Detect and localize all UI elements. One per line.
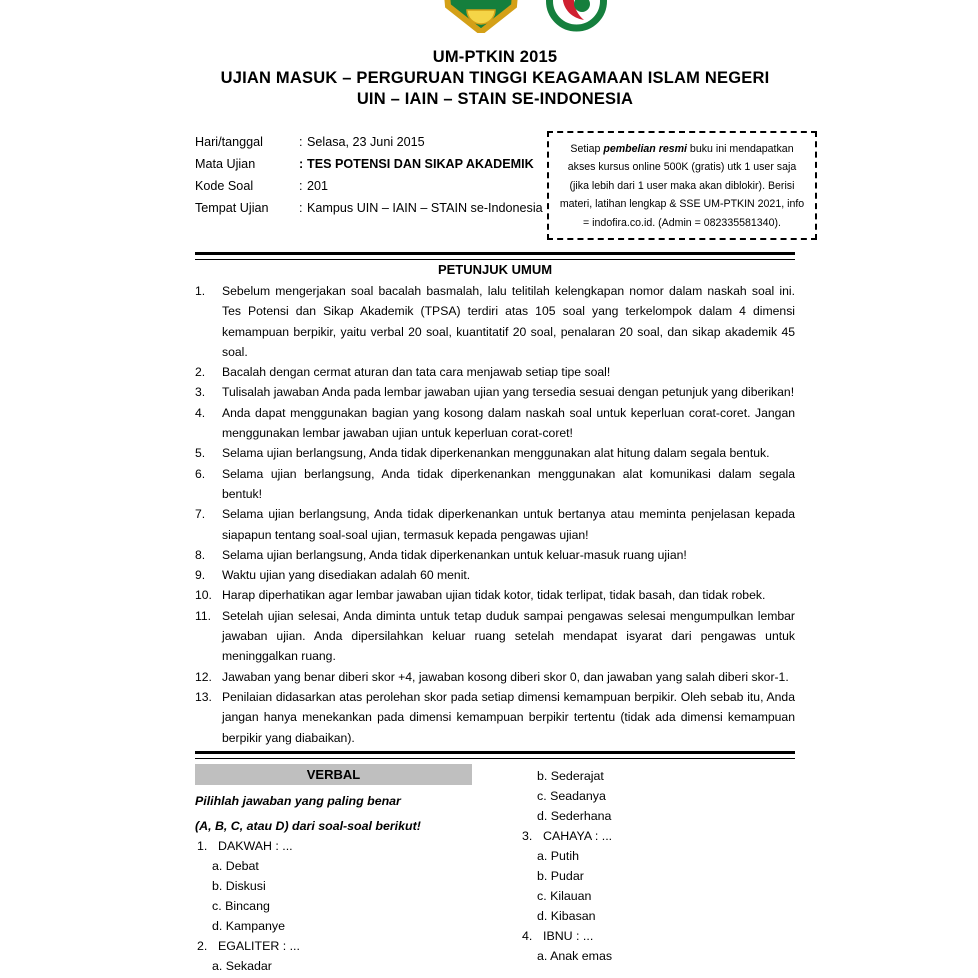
question-columns [195, 764, 795, 976]
answer-option: b. Diskusi [212, 878, 266, 893]
info-row-code [195, 175, 547, 197]
instruction-text: Sebelum mengerjakan soal bacalah basmalah, lalu telitilah kelengkapan nomor dalam naskah soal ini. Tes Potensi dan Sikap Akademik (TPSA) terdiri atas 105 soal yang terkelompok dalam 4 dimensi kemampuan berpikir, yaitu verbal 20 soal, kuantitatif 20 soal, penalaran 20 soal, dan sikap akademik 45 soal. [222, 284, 795, 359]
instruction-item [195, 464, 795, 505]
info-label: Mata Ujian [195, 157, 256, 171]
instruction-number: 13. [195, 689, 212, 704]
instruction-item [195, 382, 795, 402]
header-logos [195, 0, 795, 33]
title-line-2: UJIAN MASUK – PERGURUAN TINGGI KEAGAMAAN ISLAM NEGERI [220, 69, 770, 87]
info-separator: : [299, 135, 303, 149]
instruction-text: Selama ujian berlangsung, Anda tidak diperkenankan untuk keluar-masuk ruang ujian! [222, 547, 687, 562]
instruction-item [195, 565, 795, 585]
info-label: Tempat Ujian [195, 201, 269, 215]
question-stem: EGALITER : ... [218, 938, 300, 953]
instruction-item [195, 545, 795, 565]
instruction-text: Selama ujian berlangsung, Anda tidak diperkenankan untuk bertanya atau meminta penjelasan kepada siapapun tentang soal-soal ujian, termasuk kepada pengawas ujian! [222, 507, 795, 542]
question-number: 3. [522, 828, 533, 843]
instructions-list [195, 281, 795, 748]
horizontal-divider-top [195, 252, 795, 260]
question-row [195, 936, 472, 956]
title-line-1: UM-PTKIN 2015 [432, 48, 558, 66]
instruction-text: Harap diperhatikan agar lembar jawaban ujian tidak kotor, tidak terlipat, tidak basah, dan tidak robek. [222, 588, 766, 603]
info-value: Selasa, 23 Juni 2015 [307, 135, 425, 149]
promo-text-part3: buku ini mendapatkan akses kursus online 500K (gratis) utk 1 user saja (jika lebih dari 1 user maka akan diblokir). Berisi materi, latihan lengkap & SSE UM-PTKIN 2021, info = indofira.co.id. (Admin = 082335581340). [559, 143, 805, 229]
info-separator: : [299, 157, 304, 171]
instruction-number: 3. [195, 385, 206, 400]
instruction-text: Selama ujian berlangsung, Anda tidak diperkenankan menggunakan alat komunikasi dalam segala bentuk! [222, 466, 795, 501]
instruction-number: 9. [195, 568, 206, 583]
answer-option: a. Putih [537, 848, 580, 863]
question-stem: DAKWAH : ... [218, 838, 293, 853]
info-value: 201 [307, 179, 329, 193]
question-column-right [520, 764, 795, 976]
kemenag-logo-icon [440, 0, 522, 33]
answer-option: b. Sederajat [537, 768, 604, 783]
exam-info-section [195, 131, 805, 231]
instruction-number: 1. [195, 284, 206, 298]
section-header-verbal: VERBAL [195, 764, 472, 785]
promo-notice-box [547, 131, 817, 240]
instruction-number: 7. [195, 507, 206, 522]
instruction-text: Jawaban yang benar diberi skor +4, jawaban kosong diberi skor 0, dan jawaban yang salah diberi skor-1. [222, 669, 789, 684]
page-content [195, 0, 805, 976]
document-title-block [195, 47, 795, 110]
answer-option: c. Seadanya [537, 788, 606, 803]
section-intro-line-1: Pilihlah jawaban yang paling benar [195, 793, 401, 808]
question-row [195, 836, 472, 856]
question-column-left [195, 764, 472, 976]
horizontal-divider-bottom [195, 751, 795, 759]
info-value: TES POTENSI DAN SIKAP AKADEMIK [307, 157, 534, 171]
instruction-text: Waktu ujian yang disediakan adalah 60 menit. [222, 568, 471, 583]
instruction-text: Bacalah dengan cermat aturan dan tata cara menjawab setiap tipe soal! [222, 365, 611, 380]
answer-option: a. Debat [212, 858, 259, 873]
info-row-date [195, 131, 547, 153]
section-intro-line-2: (A, B, C, atau D) dari soal-soal berikut! [195, 818, 421, 833]
title-line-3: UIN – IAIN – STAIN SE-INDONESIA [356, 90, 634, 108]
question-number: 1. [197, 838, 208, 853]
instruction-text: Penilaian didasarkan atas perolehan skor pada setiap dimensi kemampuan berpikir. Oleh sebab itu, Anda jangan hanya menekankan pada dimensi kemampuan berpikir tertentu (tidak ada dimensi kemampuan berpikir yang diabaikan). [222, 689, 795, 745]
instruction-item [195, 606, 795, 667]
question-number: 4. [522, 928, 533, 943]
answer-option: a. Sekadar [212, 958, 272, 973]
question-number: 2. [197, 938, 208, 953]
instruction-item [195, 687, 795, 748]
instructions-heading: PETUNJUK UMUM [437, 262, 553, 277]
instruction-number: 2. [195, 365, 206, 380]
instruction-item [195, 443, 795, 463]
instruction-item [195, 667, 795, 687]
info-separator: : [299, 179, 303, 193]
instruction-text: Tulisalah jawaban Anda pada lembar jawaban ujian yang tersedia sesuai dengan petunjuk yang diberikan! [222, 385, 795, 400]
info-row-subject [195, 153, 547, 175]
promo-text-part2: pembelian resmi [603, 143, 687, 155]
instruction-text: Setelah ujian selesai, Anda diminta untuk tetap duduk sampai pengawas selesai mengumpulkan lembar jawaban ujian. Anda dipersilahkan keluar ruang setelah mendapat isyarat dari pengawas untuk meninggalkan ruang. [222, 608, 795, 664]
instruction-item [195, 504, 795, 545]
instruction-number: 6. [195, 466, 206, 481]
info-separator: : [299, 201, 303, 215]
instruction-number: 12. [195, 669, 212, 684]
info-value: Kampus UIN – IAIN – STAIN se-Indonesia [307, 201, 543, 215]
answer-option: c. Kilauan [537, 888, 592, 903]
instruction-number: 4. [195, 405, 206, 420]
instruction-text: Anda dapat menggunakan bagian yang kosong dalam naskah soal untuk keperluan corat-coret. Jangan menggunakan lembar jawaban ujian untuk keperluan corat-coret! [222, 405, 795, 441]
exam-info-table [195, 131, 547, 219]
instruction-number: 5. [195, 446, 206, 461]
instruction-number: 10. [195, 588, 212, 603]
instruction-item [195, 362, 795, 382]
question-stem: IBNU : ... [543, 928, 594, 943]
answer-option: a. Anak emas [537, 948, 613, 963]
instruction-item [195, 281, 795, 362]
instruction-item [195, 403, 795, 444]
instruction-text: Selama ujian berlangsung, Anda tidak diperkenankan menggunakan alat hitung dalam segala bentuk. [222, 446, 770, 461]
info-row-location [195, 197, 547, 219]
question-stem: CAHAYA : ... [543, 828, 613, 843]
answer-option: d. Sederhana [537, 808, 612, 823]
question-row [520, 926, 795, 946]
instruction-item [195, 585, 795, 605]
info-label: Kode Soal [195, 179, 254, 193]
answer-option: d. Kampanye [212, 918, 286, 933]
promo-text-part1: Setiap [570, 143, 604, 155]
answer-option: b. Pudar [537, 868, 584, 883]
um-ptkin-logo-icon [545, 0, 608, 33]
answer-option: c. Bincang [212, 898, 270, 913]
info-label: Hari/tanggal [195, 135, 263, 149]
question-row [520, 826, 795, 846]
answer-option: d. Kibasan [537, 908, 596, 923]
instruction-number: 8. [195, 547, 206, 562]
instruction-number: 11. [195, 608, 212, 623]
